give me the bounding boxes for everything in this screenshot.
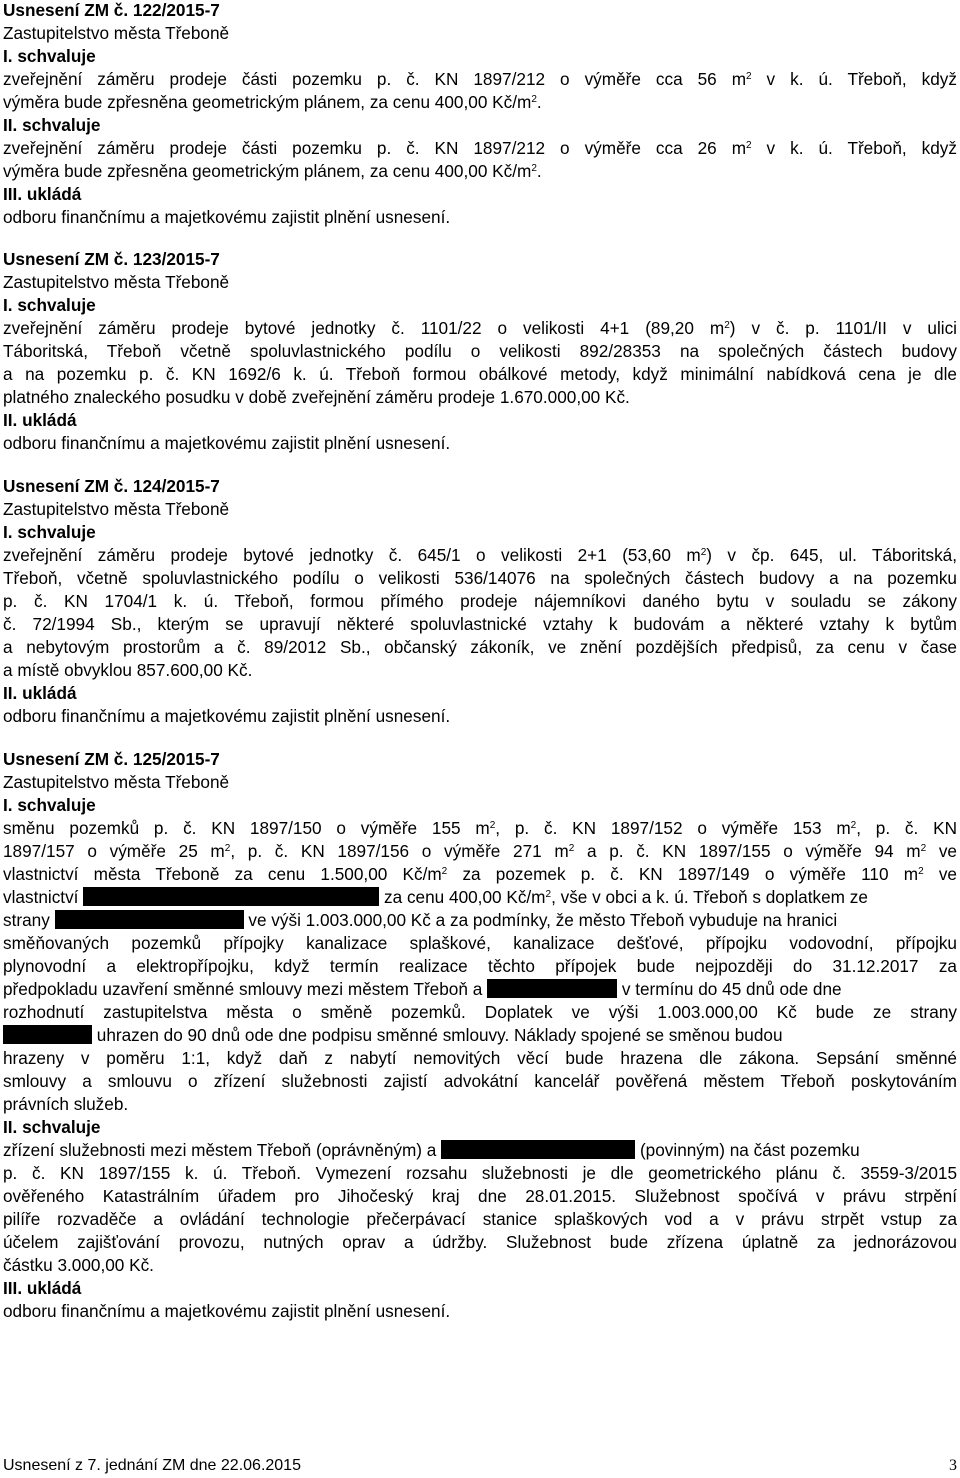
body-line: smlouvy a smlouvu o zřízení služebnosti zajistí advokátní kancelář pověřená městem Třeboň poskytováním: [3, 1071, 957, 1091]
body-line: 1897/157 o výměře 25 $m^2$, p. č. KN 1897/156 o výměře 271 $m^2$ a p. č. KN 1897/155 o výměře 94 $m^2$ ve: [3, 841, 957, 861]
body-line: uhrazen do 90 dnů ode dne podpisu směnné smlouvy. Náklady spojené se směnou budou: [3, 1023, 957, 1047]
body-line: a nebytovým prostorům a č. 89/2012 Sb., občanský zákoník, ve znění pozdějších předpisů, za cenu v čase: [3, 637, 957, 657]
body-line: Třeboň, včetně spoluvlastnického podílu o velikosti 536/14076 na společných částech budovy a na pozemku: [3, 568, 957, 588]
body-line: plynovodní a elektropřípojku, když termín realizace těchto přípojek bude nejpozději do 31.12.2017 za: [3, 956, 957, 976]
resolution-title: Usnesení ZM č. 124/2015-7: [3, 476, 220, 496]
body-line: směnu pozemků p. č. KN 1897/150 o výměře 155 $m^2$, p. č. KN 1897/152 o výměře 153 $m^2$, p. č. KN: [3, 818, 957, 838]
section-heading: II. ukládá: [3, 683, 77, 703]
body-line: výměra bude zpřesněna geometrickým plánem, za cenu 400,00 $Kč/m^2$.: [3, 92, 542, 112]
section-heading: III. ukládá: [3, 184, 82, 204]
body-line: účelem zajišťování provozu, nutných oprav a údržby. Služebnost bude zřízena úplatně za jednorázovou: [3, 1232, 957, 1252]
resolution-title: Usnesení ZM č. 125/2015-7: [3, 749, 220, 769]
body-line: p. č. KN 1704/1 k. ú. Třeboň, formou přímého prodeje nájemníkovi daného bytu v souladu se zákony: [3, 591, 957, 611]
body-line: hrazeny v poměru 1:1, když daň z nabytí nemovitých věcí bude hrazena dle zákona. Sepsání směnné: [3, 1048, 957, 1068]
body-line: zveřejnění záměru prodeje bytové jednotky č. 1101/22 o velikosti 4+1 (89,20 $m^2$) v č. p. 1101/II v ulici: [3, 318, 957, 338]
body-line: vlastnictví města Třeboně za cenu 1.500,00 $Kč/m^2$ za pozemek p. č. KN 1897/149 o výměře 110 $m^2$ ve: [3, 864, 957, 884]
body-line: zveřejnění záměru prodeje části pozemku p. č. KN 1897/212 o výměře cca 56 $m^2$ v k. ú. Třeboň, když: [3, 69, 957, 89]
body-line: p. č. KN 1897/155 k. ú. Třeboň. Vymezení rozsahu služebnosti je dle geometrického plánu č. 3559-3/2015: [3, 1163, 957, 1183]
body-line: zveřejnění záměru prodeje části pozemku p. č. KN 1897/212 o výměře cca 26 $m^2$ v k. ú. Třeboň, když: [3, 138, 957, 158]
body-line: odboru finančnímu a majetkovému zajistit plnění usnesení.: [3, 1301, 451, 1321]
body-line: Táboritská, Třeboň včetně spoluvlastnického podílu o velikosti 892/28353 na společných částech budovy: [3, 341, 957, 361]
body-line: částku 3.000,00 Kč.: [3, 1255, 154, 1275]
council-name: Zastupitelstvo města Třeboně: [3, 272, 230, 292]
body-line: a na pozemku p. č. KN 1692/6 k. ú. Třeboň formou obálkové metody, když minimální nabídková cena je dle: [3, 364, 957, 384]
section-heading: I. schvaluje: [3, 295, 96, 315]
section-heading: I. schvaluje: [3, 795, 96, 815]
body-line: směňovaných pozemků přípojky kanalizace splaškové, kanalizace dešťové, přípojku vodovodní, přípojku: [3, 933, 957, 953]
council-name: Zastupitelstvo města Třeboně: [3, 772, 230, 792]
body-line: zveřejnění záměru prodeje bytové jednotky č. 645/1 o velikosti 2+1 (53,60 $m^2$) v čp. 645, ul. Táboritská,: [3, 545, 958, 565]
body-line: strany ve výši 1.003.000,00 Kč a za podmínky, že město Třeboň vybuduje na hranici: [3, 910, 838, 930]
section-heading: III. ukládá: [3, 1278, 82, 1298]
body-line: platného znaleckého posudku v době zveřejnění záměru prodeje 1.670.000,00 Kč.: [3, 387, 630, 407]
body-line: odboru finančnímu a majetkovému zajistit plnění usnesení.: [3, 207, 451, 227]
section-heading: II. ukládá: [3, 410, 77, 430]
body-line: odboru finančnímu a majetkovému zajistit plnění usnesení.: [3, 433, 451, 453]
body-line: vlastnictví za cenu 400,00 $Kč/m^2$, vše v obci a k. ú. Třeboň s doplatkem ze: [3, 887, 868, 907]
council-name: Zastupitelstvo města Třeboně: [3, 499, 230, 519]
section-heading: I. schvaluje: [3, 46, 96, 66]
redaction-block: [487, 979, 617, 998]
page-number: 3: [949, 1457, 957, 1474]
body-line: a místě obvyklou 857.600,00 Kč.: [3, 660, 253, 680]
body-line: výměra bude zpřesněna geometrickým plánem, za cenu 400,00 $Kč/m^2$.: [3, 161, 542, 181]
section-heading: II. schvaluje: [3, 1117, 101, 1137]
body-line: pilíře rozvaděče a ovládání technologie přečerpávací stanice splaškových vod a v právu strpět vstup za: [3, 1209, 957, 1229]
resolution-title: Usnesení ZM č. 123/2015-7: [3, 249, 220, 269]
section-heading: II. schvaluje: [3, 115, 101, 135]
body-line: č. 72/1994 Sb., kterým se upravují některé spoluvlastnické vztahy k budovám a některé vztahy k bytům: [3, 614, 957, 634]
redaction-block: [441, 1140, 635, 1159]
redaction-block: [3, 1025, 92, 1044]
body-line: odboru finančnímu a majetkovému zajistit plnění usnesení.: [3, 706, 451, 726]
section-heading: I. schvaluje: [3, 522, 96, 542]
body-line: předpokladu uzavření směnné smlouvy mezi městem Třeboň a v termínu do 45 dnů ode dne: [3, 979, 842, 999]
resolution-title: Usnesení ZM č. 122/2015-7: [3, 0, 220, 20]
body-line: právních služeb.: [3, 1094, 129, 1114]
body-line: zřízení služebnosti mezi městem Třeboň (oprávněným) a (povinným) na část pozemku: [3, 1140, 860, 1160]
body-line: ověřeného Katastrálním úřadem pro Jihočeský kraj dne 28.01.2015. Služebnost spočívá v právu strpění: [3, 1186, 957, 1206]
redaction-block: [55, 910, 244, 929]
council-name: Zastupitelstvo města Třeboně: [3, 23, 230, 43]
body-line: rozhodnutí zastupitelstva města o směně pozemků. Doplatek ve výši 1.003.000,00 Kč bude ze strany: [3, 1002, 957, 1022]
page-footer: Usnesení z 7. jednání ZM dne 22.06.2015: [3, 1457, 301, 1474]
redaction-block: [83, 887, 379, 906]
